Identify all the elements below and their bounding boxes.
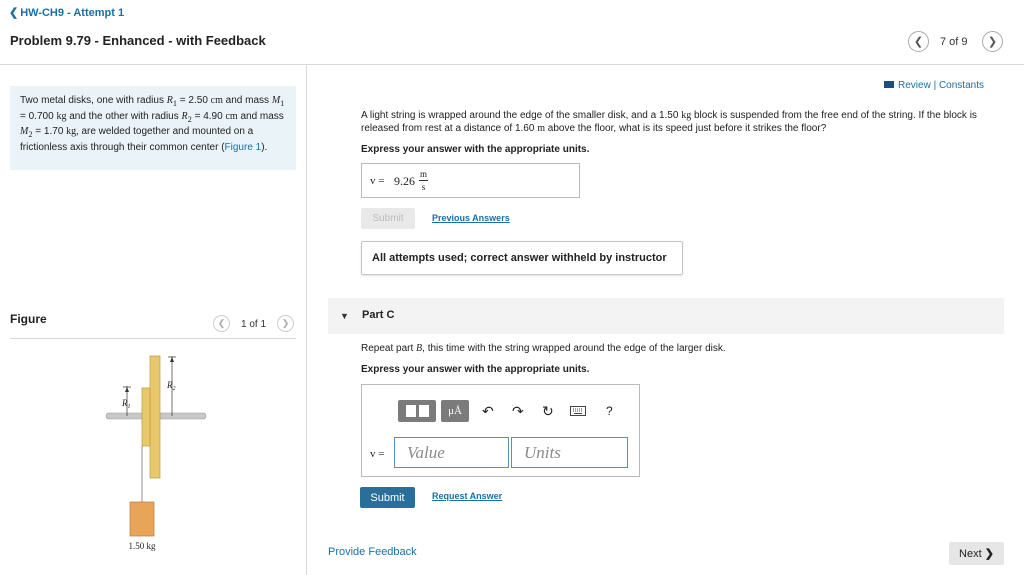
keyboard-icon[interactable] [570,406,586,419]
velocity-variable: v = [370,448,385,460]
template-box-icon [406,405,416,417]
attempts-message: All attempts used; correct answer withheld by instructor [361,241,683,275]
part-b-answer-value: 9.26 [394,174,415,188]
template-box-icon [419,405,429,417]
review-constants-link[interactable] [884,80,984,91]
hanging-block [130,502,154,536]
question-text: A light string is wrapped around the edge of the smaller disk, and a 1.50 [361,110,679,121]
chevron-left-icon: ❮ [217,318,226,328]
block-mass-label: 1.50 kg [128,541,156,551]
figure-prev-button[interactable] [213,315,230,332]
figure-next-button[interactable] [277,315,294,332]
part-c-label: Part C [362,309,395,321]
figure-count: 1 of 1 [241,319,267,330]
r1-unit: cm [210,95,223,106]
panel-divider [306,65,307,575]
figure-divider [10,338,296,339]
chevron-left-icon: ❮ [9,7,19,19]
r2-label: $R_2$ [167,380,176,392]
fraction-bar [419,180,428,181]
unit-m: m [537,122,545,134]
part-c-express-label: Express your answer with the appropriate units. [361,364,590,375]
m2-unit: kg, [66,126,79,137]
book-icon [884,81,894,88]
r2-value: = 4.90 [194,110,223,122]
value-input[interactable]: Value [394,437,509,468]
problem-text: are welded together and mounted on a frictionless axis through their common center ( [20,126,254,153]
m1-unit: kg [56,110,67,122]
m2-symbol: M [20,126,29,137]
assignment-back-link[interactable] [9,6,124,19]
problem-text: and mass [240,110,284,122]
problem-title: Problem 9.79 - Enhanced - with Feedback [10,33,266,48]
problem-statement [10,86,296,170]
question-text: above the floor, what is its speed just before it strikes the floor? [547,122,827,134]
provide-feedback-link[interactable]: Provide Feedback [328,546,417,558]
part-b-submit-button: Submit [361,208,415,229]
part-b-answer-unit [419,169,428,192]
m2-subscript: 2 [28,130,33,139]
part-variable: B [416,343,423,354]
redo-icon[interactable]: ↷ [512,403,524,419]
chevron-right-icon: ❯ [281,318,290,328]
next-label: Next [959,547,982,560]
units-input[interactable]: Units [511,437,628,468]
next-button[interactable] [949,542,1004,565]
chevron-right-icon: ❯ [987,36,998,48]
part-c-submit-button[interactable]: Submit [360,487,415,508]
part-b-question [361,110,1001,135]
reset-icon[interactable]: ↻ [542,403,554,419]
figure-heading: Figure [10,312,47,326]
review-constants-label: Review | Constants [898,80,984,91]
question-text: , this time with the string wrapped around the edge of the larger disk. [422,343,726,354]
r1-value: = 2.50 [179,95,208,106]
m1-subscript: 1 [280,99,285,108]
templates-button[interactable] [398,400,436,422]
m2-value: = 1.70 [35,126,64,137]
problem-text: ). [261,141,268,153]
part-c-answer-editor [361,384,640,477]
unit-denominator: s [421,182,426,192]
part-b-express-label: Express your answer with the appropriate units. [361,144,590,155]
r2-arrow [170,357,174,362]
header-divider [0,64,1024,65]
m1-symbol: M [271,95,281,106]
r1-subscript: 1 [172,99,178,108]
part-b-answer-display [361,163,580,198]
problem-text: Two metal disks, one with radius [20,95,164,106]
assignment-title: HW-CH9 - Attempt 1 [20,7,125,19]
question-text: Repeat part [361,343,414,354]
undo-icon[interactable]: ↶ [482,403,494,419]
r1-arrow [125,387,129,392]
unit-numerator: m [419,169,427,179]
previous-answers-link[interactable]: Previous Answers [432,213,510,223]
problem-text: and mass [225,95,270,106]
chevron-left-icon: ❮ [913,36,924,48]
question-text: block is suspended from the free end of the string. If the block is released from rest at a distance of 1.60 [361,110,977,134]
r2-subscript: 2 [187,114,192,124]
chevron-right-icon: ❯ [984,548,994,560]
units-button[interactable]: μÅ [441,400,469,422]
small-disk [142,388,150,446]
large-disk [150,356,160,478]
help-button[interactable]: ? [606,404,613,418]
disk-figure [100,350,220,555]
figure-link[interactable]: Figure 1 [224,141,262,153]
unit-kg: kg [681,110,692,121]
previous-problem-button[interactable] [908,31,929,52]
r1-label: $R_1$ [122,398,131,410]
part-c-question [361,343,726,354]
problem-text: and the other with radius [69,110,179,122]
problem-page-count: 7 of 9 [940,36,968,48]
r2-unit: cm [225,110,238,122]
part-c-header[interactable] [328,298,1004,334]
r2-symbol: R [181,110,188,122]
velocity-variable: v = [370,175,385,187]
collapse-triangle-icon[interactable]: ▼ [340,311,349,321]
request-answer-link[interactable]: Request Answer [432,491,503,501]
r1-symbol: R [166,95,173,106]
next-problem-button[interactable] [982,31,1003,52]
m1-value: = 0.700 [20,110,54,122]
